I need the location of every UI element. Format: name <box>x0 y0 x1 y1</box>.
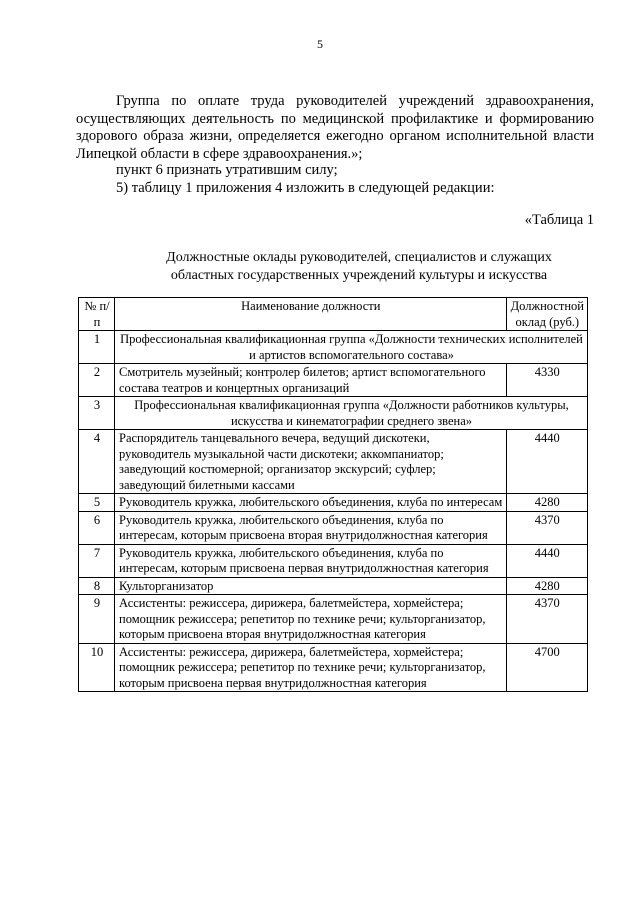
position-name: Руководитель кружка, любительского объединения, клуба по интересам <box>115 494 507 512</box>
header-salary: Должностной оклад (руб.) <box>506 298 587 331</box>
table-row-group <box>79 397 588 430</box>
table-row <box>79 364 588 397</box>
salary-value: 4330 <box>506 364 587 397</box>
salary-value: 4440 <box>506 544 587 577</box>
row-number: 10 <box>79 643 115 692</box>
position-name: Руководитель кружка, любительского объединения, клуба по интересам, которым присвоена первая внутридолжностная категория <box>115 544 507 577</box>
row-number: 3 <box>79 397 115 430</box>
position-name: Ассистенты: режиссера, дирижера, балетмейстера, хормейстера; помощник режиссера; репетитор по технике речи; культорганизатор, которым присвоена вторая внутридолжностная категория <box>115 595 507 644</box>
table-reference: «Таблица 1 <box>524 212 594 228</box>
table-row <box>79 494 588 512</box>
table-row <box>79 577 588 595</box>
table-row-group <box>79 331 588 364</box>
table-row <box>79 544 588 577</box>
row-number: 9 <box>79 595 115 644</box>
table-row <box>79 595 588 644</box>
group-title: Профессиональная квалификационная группа «Должности технических исполнителей и артистов вспомогательного состава» <box>115 331 588 364</box>
position-name: Руководитель кружка, любительского объединения, клуба по интересам, которым присвоена вторая внутридолжностная категория <box>115 511 507 544</box>
header-number: № п/п <box>79 298 115 331</box>
row-number: 5 <box>79 494 115 512</box>
page-number: 5 <box>317 37 323 51</box>
paragraph-health-group: Группа по оплате труда руководителей учреждений здравоохранения, осуществляющих деятельность по медицинской профилактике и формированию здорового образа жизни, определяется ежегодно органом исполнительной власти Липецкой области в сфере здравоохранения.»; <box>76 93 594 162</box>
paragraph-item-6: пункт 6 признать утратившим силу; <box>116 162 338 178</box>
salary-value: 4280 <box>506 494 587 512</box>
table-row <box>79 643 588 692</box>
position-name: Смотритель музейный; контролер билетов; артист вспомогательного состава театров и концертных организаций <box>115 364 507 397</box>
table-caption <box>76 249 640 284</box>
position-name: Культорганизатор <box>115 577 507 595</box>
row-number: 2 <box>79 364 115 397</box>
salary-value: 4440 <box>506 430 587 494</box>
row-number: 6 <box>79 511 115 544</box>
salary-value: 4700 <box>506 643 587 692</box>
header-position-name: Наименование должности <box>115 298 507 331</box>
salary-value: 4370 <box>506 511 587 544</box>
salary-value: 4280 <box>506 577 587 595</box>
table-row <box>79 511 588 544</box>
row-number: 7 <box>79 544 115 577</box>
caption-line-1: Должностные оклады руководителей, специалистов и служащих <box>166 250 552 265</box>
group-title: Профессиональная квалификационная группа «Должности работников культуры, искусства и кинематографии среднего звена» <box>115 397 588 430</box>
paragraph-item-5-table: 5) таблицу 1 приложения 4 изложить в следующей редакции: <box>116 180 495 196</box>
row-number: 8 <box>79 577 115 595</box>
position-name: Ассистенты: режиссера, дирижера, балетмейстера, хормейстера; помощник режиссера; репетитор по технике речи; культорганизатор, которым присвоена первая внутридолжностная категория <box>115 643 507 692</box>
caption-line-2: областных государственных учреждений культуры и искусства <box>170 267 548 283</box>
table-header-row <box>79 298 588 331</box>
salary-value: 4370 <box>506 595 587 644</box>
row-number: 4 <box>79 430 115 494</box>
position-name: Распорядитель танцевального вечера, ведущий дискотеки, руководитель музыкальной части дискотеки; аккомпаниатор; заведующий костюмерной; организатор экскурсий; суфлер; заведующий билетными кассами <box>115 430 507 494</box>
salary-table <box>78 297 588 692</box>
row-number: 1 <box>79 331 115 364</box>
table-row <box>79 430 588 494</box>
